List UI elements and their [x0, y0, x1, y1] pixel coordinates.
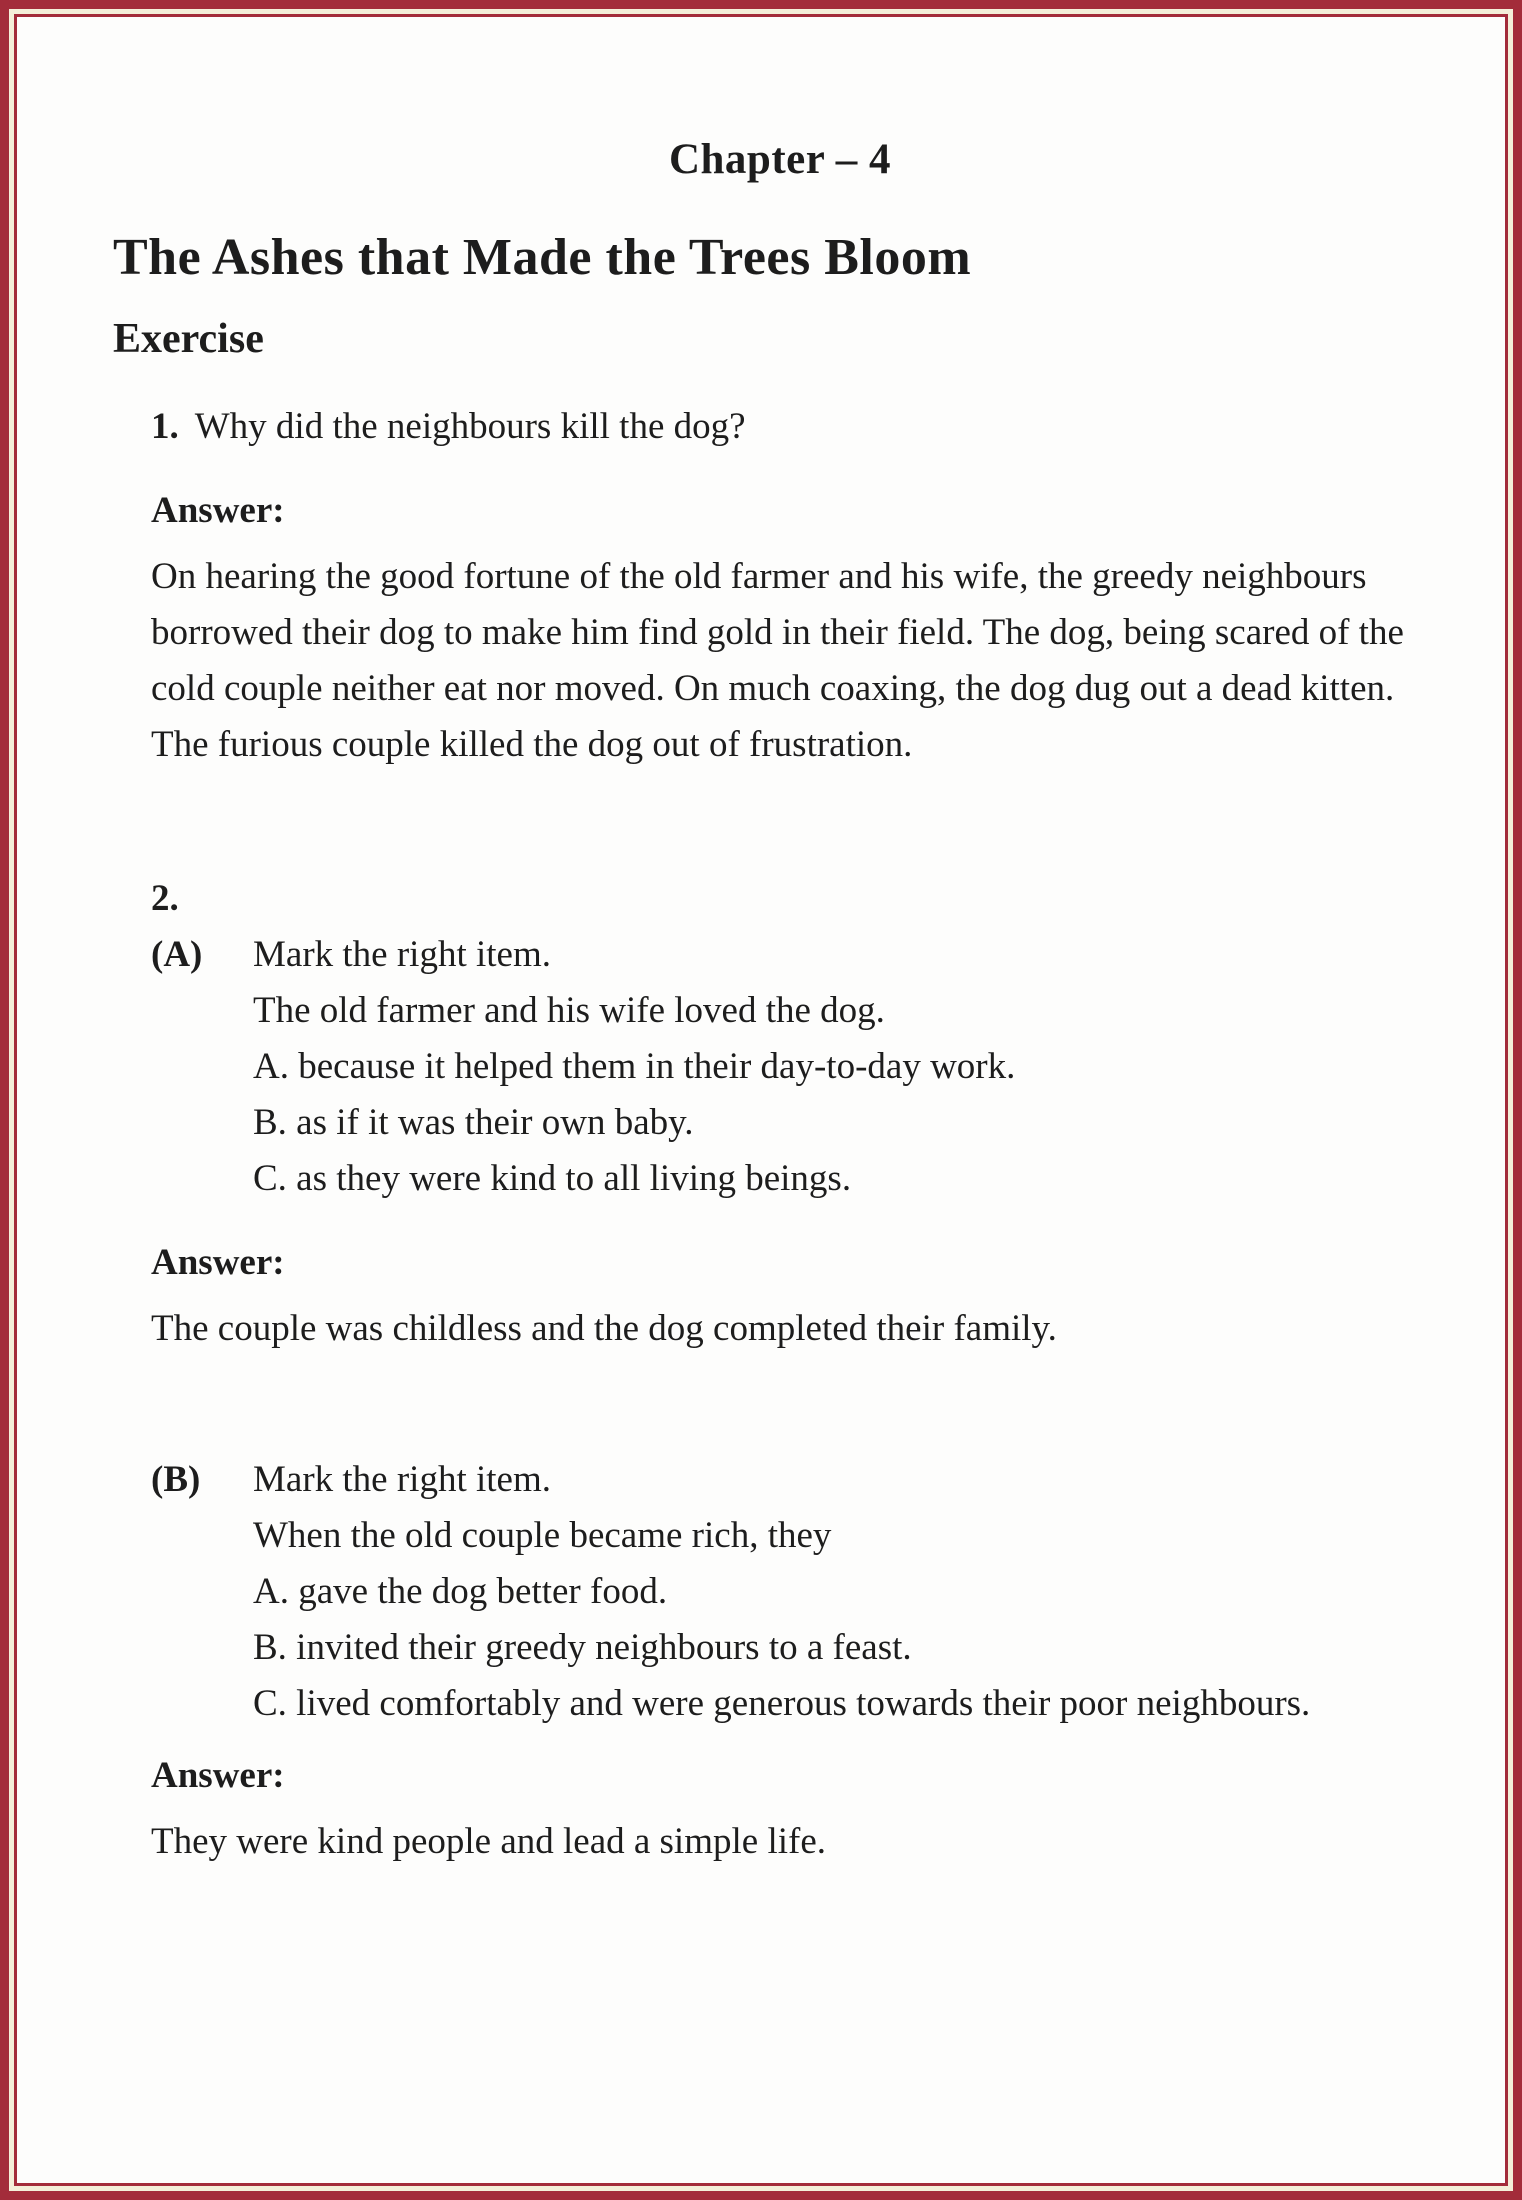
- question-2b-answer-text: They were kind people and lead a simple life.: [151, 1821, 826, 1862]
- exercise-heading: Exercise: [113, 316, 264, 362]
- question-2b-answer-label: Answer:: [151, 1755, 285, 1796]
- question-2b-stem: When the old couple became rich, they: [253, 1515, 832, 1556]
- question-2b-option-b: B. invited their greedy neighbours to a feast.: [253, 1627, 912, 1668]
- question-1-number: 1.: [151, 406, 179, 447]
- question-2a-answer-text: The couple was childless and the dog completed their family.: [151, 1308, 1057, 1349]
- question-2a: [151, 927, 1409, 1207]
- question-2b-body: [253, 1452, 1310, 1732]
- question-2a-option-a: A. because it helped them in their day-to-day work.: [253, 1046, 1016, 1087]
- question-1: [151, 399, 1409, 455]
- question-1-answer-label: Answer:: [151, 490, 285, 531]
- question-2b-prompt: Mark the right item.: [253, 1459, 551, 1500]
- page-title: The Ashes that Made the Trees Bloom: [113, 229, 972, 286]
- chapter-heading: Chapter – 4: [668, 136, 892, 183]
- question-2-number: 2.: [151, 878, 179, 919]
- question-1-answer-text: On hearing the good fortune of the old farmer and his wife, the greedy neighbours borrowed their dog to make him find gold in their field. The dog, being scared of the cold couple neither eat nor moved. On much coaxing, the dog dug out a dead kitten. The furious couple killed the dog out of frustration.: [151, 556, 1404, 765]
- document-page: [14, 14, 1508, 2186]
- question-2a-label: (A): [151, 934, 203, 975]
- question-2a-stem: The old farmer and his wife loved the dog.: [253, 990, 885, 1031]
- question-2b: [151, 1452, 1409, 1732]
- question-2a-option-b: B. as if it was their own baby.: [253, 1102, 694, 1143]
- question-2b-option-c: C. lived comfortably and were generous towards their poor neighbours.: [253, 1683, 1311, 1724]
- question-1-text: Why did the neighbours kill the dog?: [194, 406, 746, 447]
- question-2a-option-c: C. as they were kind to all living beings.: [253, 1158, 852, 1199]
- question-2b-label: (B): [151, 1459, 201, 1500]
- question-2a-prompt: Mark the right item.: [253, 934, 551, 975]
- question-2b-option-a: A. gave the dog better food.: [253, 1571, 668, 1612]
- question-2a-body: [253, 927, 1015, 1207]
- question-2a-answer-label: Answer:: [151, 1242, 285, 1283]
